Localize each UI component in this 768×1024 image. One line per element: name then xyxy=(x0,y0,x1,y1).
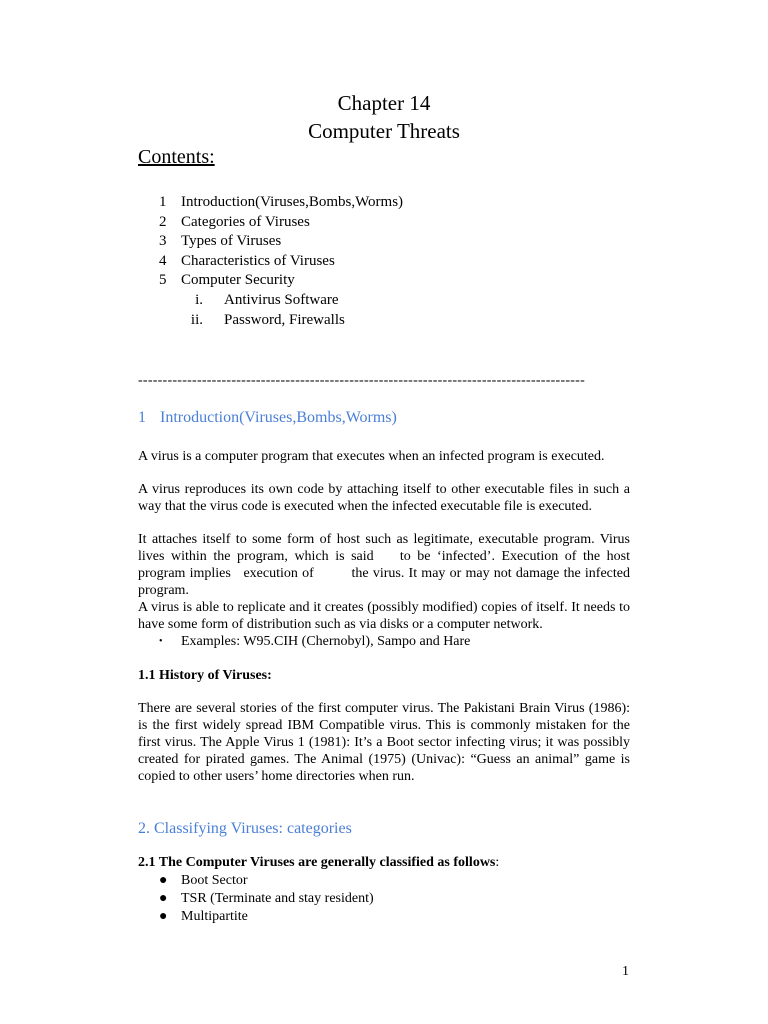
toc-subitem xyxy=(0,311,768,331)
contents-heading: Contents: xyxy=(138,146,215,168)
toc-item-label: Computer Security xyxy=(181,272,295,289)
toc-item-label: Categories of Viruses xyxy=(181,213,310,230)
toc-item-label: Characteristics of Viruses xyxy=(181,252,335,269)
section-1-number: 1 xyxy=(138,409,146,426)
toc-item xyxy=(0,232,768,252)
classification-subheading-bold: 2.1 The Computer Viruses are generally classified as follows xyxy=(138,855,496,870)
toc-item-number: 3 xyxy=(159,233,167,250)
toc-item-number: 2 xyxy=(159,213,167,230)
toc-item xyxy=(0,193,768,213)
page-number: 1 xyxy=(622,964,629,979)
intro-paragraph-4: A virus is able to replicate and it creates (possibly modified) copies of itself. It needs to have some form of distribution such as via disks or a computer network. xyxy=(138,600,630,632)
toc-subitem xyxy=(0,291,768,311)
bullet-icon: ● xyxy=(159,873,168,888)
table-of-contents xyxy=(0,193,768,330)
list-item-text: Boot Sector xyxy=(181,873,248,888)
dashed-divider: ------------------------------------------------------------------------------------------- xyxy=(138,373,586,388)
chapter-title: Computer Threats xyxy=(308,119,460,143)
history-heading xyxy=(138,667,272,684)
toc-item-label: Types of Viruses xyxy=(181,233,282,250)
section-1-title: Introduction(Viruses,Bombs,Worms) xyxy=(160,409,397,426)
list-item-text: TSR (Terminate and stay resident) xyxy=(181,891,374,906)
toc-subitem-label: Antivirus Software xyxy=(224,291,339,308)
toc-item xyxy=(0,252,768,272)
intro-paragraph-1: A virus is a computer program that executes when an infected program is executed. xyxy=(138,449,605,464)
example-text: Examples: W95.CIH (Chernobyl), Sampo and Hare xyxy=(181,634,471,649)
section-2-heading: 2. Classifying Viruses: categories xyxy=(138,820,352,837)
history-paragraph: There are several stories of the first computer virus. The Pakistani Brain Virus (1986): is the first widely spread IBM Compatible virus. This is commonly mistaken for the first virus. The Apple Virus 1 (1981): It’s a Boot sector infecting virus; it was possibly created for pirated games. The Animal (1975) (Univac): “Guess an animal” game is copied to other users’ home directories when run. xyxy=(138,701,630,784)
bullet-icon: ● xyxy=(159,891,168,906)
bullet-icon: • xyxy=(159,636,163,647)
section-1-heading xyxy=(138,407,397,429)
classification-subheading xyxy=(138,854,499,871)
intro-paragraph-3: It attaches itself to some form of host such as legitimate, executable program. Virus lives within the program, which is said to be ‘infected’. Execution of the host program implies execution of the virus. It may or may not damage the infected program. xyxy=(138,532,634,598)
toc-item-number: 1 xyxy=(159,194,167,210)
history-heading-text: 1.1 History of Viruses: xyxy=(138,668,272,683)
toc-subitem-number: ii. xyxy=(190,311,203,328)
list-item-text: Multipartite xyxy=(181,909,248,924)
toc-subitem-label: Password, Firewalls xyxy=(224,311,345,328)
toc-item-number: 5 xyxy=(159,272,167,289)
classification-subheading-colon: : xyxy=(495,855,500,870)
toc-item-label: Introduction(Viruses,Bombs,Worms) xyxy=(181,194,404,210)
toc-item xyxy=(0,271,768,291)
chapter-number: Chapter 14 xyxy=(337,91,431,115)
toc-item xyxy=(0,213,768,233)
bullet-icon: ● xyxy=(159,909,168,924)
toc-item-number: 4 xyxy=(159,252,167,269)
intro-paragraph-2: A virus reproduces its own code by attaching itself to other executable files in such a way that the virus code is executed when the infected executable file is executed. xyxy=(138,482,630,514)
toc-subitem-number: i. xyxy=(195,291,203,308)
